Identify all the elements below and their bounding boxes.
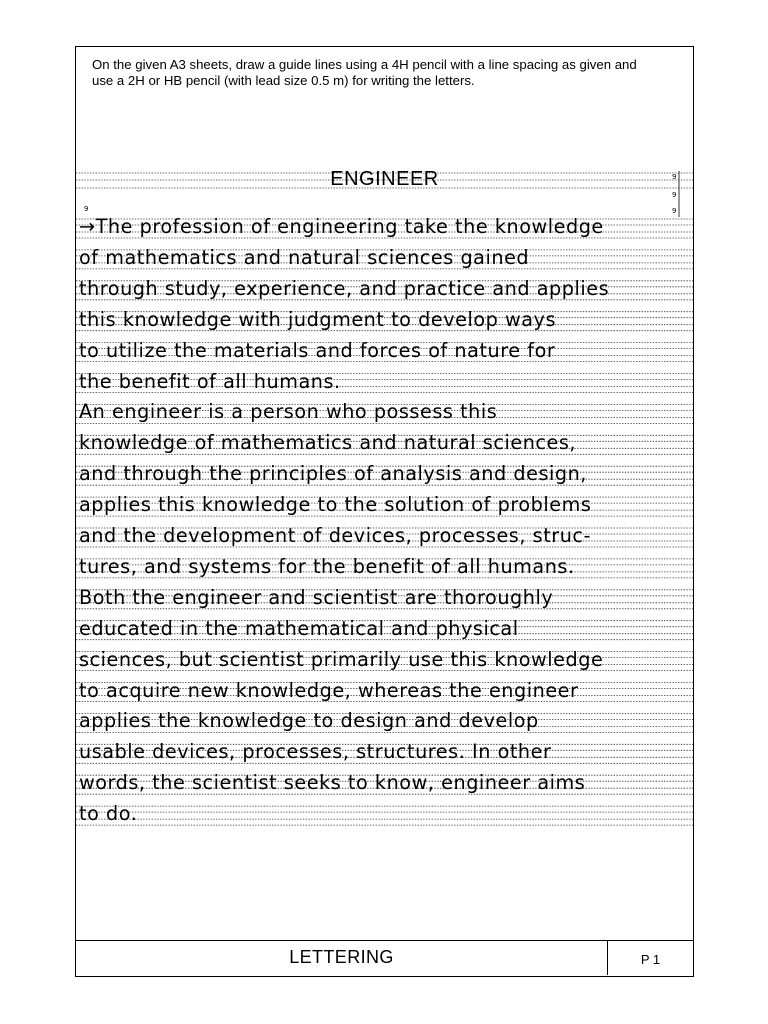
lettering-line: the benefit of all humans.	[79, 369, 341, 393]
lettering-line: of mathematics and natural sciences gained	[79, 245, 530, 269]
lettering-line: and through the principles of analysis and design,	[79, 462, 587, 486]
instructions-text: On the given A3 sheets, draw a guide lines using a 4H pencil with a line spacing as given and use a 2H or HB pencil (with lead size 0.5 m) for writing the letters.	[92, 57, 637, 88]
lettering-line: An engineer is a person who possess this	[79, 400, 498, 424]
title-block-page-number: P 1	[640, 952, 661, 967]
title-block	[76, 940, 693, 976]
drawing-sheet	[75, 46, 694, 977]
lettering-line: →The profession of engineering take the knowledge	[79, 215, 604, 238]
lettering-line: knowledge of mathematics and natural sciences,	[79, 431, 577, 455]
lettering-line: educated in the mathematical and physical	[79, 616, 519, 640]
lettering-line: to acquire new knowledge, whereas the engineer	[79, 678, 579, 702]
line-spacing-label: 9	[672, 173, 677, 181]
lettering-line: through study, experience, and practice and applies	[79, 276, 610, 300]
lettering-line: this knowledge with judgment to develop ways	[79, 307, 557, 331]
lettering-line: sciences, but scientist primarily use this knowledge	[79, 647, 604, 671]
line-spacing-label: 9	[672, 207, 677, 215]
heading-engineer: ENGINEER	[330, 168, 439, 190]
lettering-line: to do.	[79, 802, 138, 826]
line-spacing-label: 9	[84, 205, 89, 213]
title-block-title: LETTERING	[76, 941, 608, 975]
lettering-line: tures, and systems for the benefit of all humans.	[79, 554, 575, 578]
lettering-line: and the development of devices, processes, struc-	[79, 524, 591, 547]
lettering-line: Both the engineer and scientist are thoroughly	[79, 585, 554, 609]
lettering-line: usable devices, processes, structures. In other	[79, 740, 552, 764]
lettering-line: to utilize the materials and forces of nature for	[79, 338, 556, 362]
lettering-line: applies this knowledge to the solution of problems	[79, 493, 592, 517]
lettering-line: words, the scientist seeks to know, engineer aims	[79, 771, 586, 795]
lettering-line: applies the knowledge to design and develop	[79, 709, 539, 733]
line-spacing-label: 9	[672, 191, 677, 199]
